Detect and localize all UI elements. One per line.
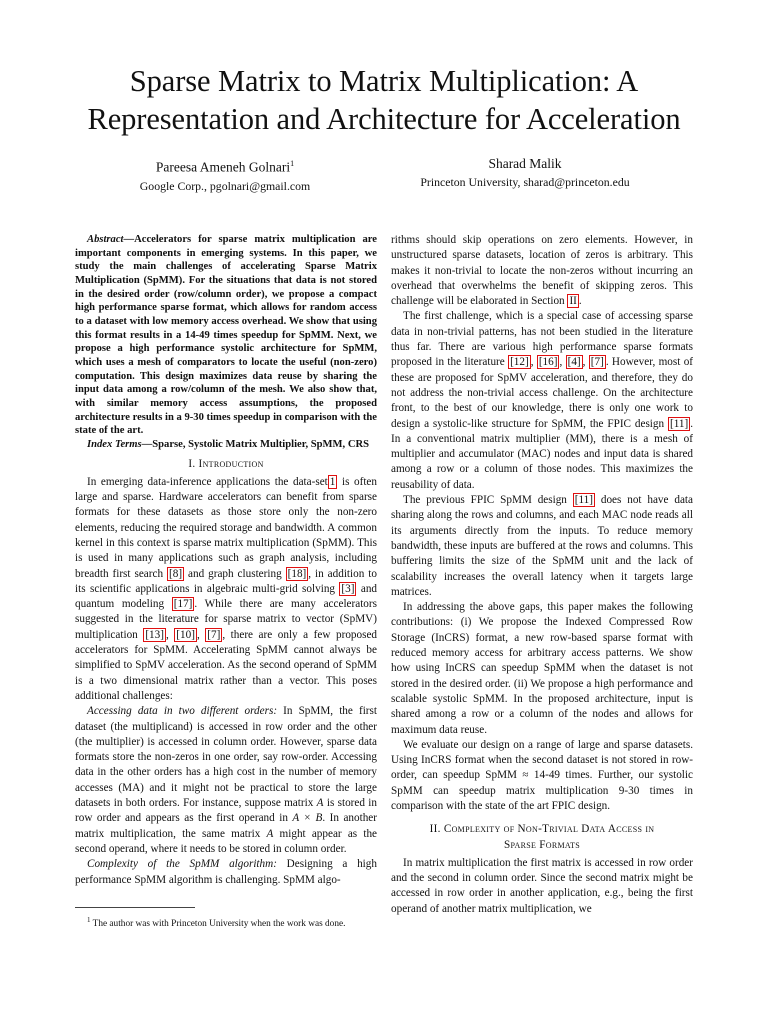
author-block-1	[100, 155, 350, 194]
left-column	[75, 233, 377, 888]
citation-link[interactable]: [16]	[538, 356, 558, 369]
index-terms-text: —Sparse, Systolic Matrix Multiplier, SpMM, CRS	[141, 438, 370, 450]
math-variable: A	[316, 797, 324, 810]
citation-link[interactable]: [12]	[510, 356, 529, 369]
citation-link[interactable]: [8]	[169, 567, 183, 580]
abstract-label: Abstract	[87, 234, 124, 245]
abstract-text: —Accelerators for sparse matrix multiplication are important components in emerging systems. In this paper, we study the main challenges of accelerating Sparse Matrix Multiplication (SpMM). For the situations that data is not stored in the desired order (row/column order), we propose a compact high performance sparse format, which allows for random access to a dataset with low memory access overhead. We show that using this format results in a 14-49 times speedup for SpMM. Next, we propose a high performance systolic architecture for SpMM, which uses a mesh of comparators to locate the useful (non-zero) computation. This design maximizes data reuse by sharing the input data among a row/column of the mesh. We also show that, with similar memory access assumptions, the proposed architecture results in a 9-30 times speedup in comparison with the state of the art.	[75, 234, 377, 437]
intro-paragraph-6: In addressing the above gaps, this paper makes the following contributions: (i) We propose the Indexed Compressed Row Storage (InCRS) format, a new row-based sparse format with reduced memory access for arbitrary access patterns. We show how using InCRS can speedup SpMM when the dataset is not stored in the desired order. (ii) We propose a high performance and scalable systolic SpMM. In the proposed architecture, input is shared among a row or a column of the nodes and allows for maximum data reuse.	[391, 601, 693, 736]
abstract	[75, 233, 377, 438]
intro-paragraph-7: We evaluate our design on a range of large and sparse datasets. Using InCRS format when the second dataset is not stored in row-order, can speedup SpMM ≈ 14-49 times. Further, our systolic SpMM can speedup matrix multiplication 9-30 times in comparison with the state of the art FPIC design.	[391, 738, 693, 812]
citation-link[interactable]: [17]	[173, 598, 193, 611]
intro-paragraph-4: The first challenge, which is a special case of accessing sparse data in non-trivial patterns, has not been studied in the literature thus far. There are various high performance sparse formats proposed in the literature [12] , [16] , [4] , [7] . However, most of these are proposed for SpMV acceleration, and therefore, they do not address the non-trivial access challenge. On the architecture front, to the best of our knowledge, there is only one work to design a systolic-like structure for SpMM, the FPIC design [11] . In a conventional matrix multiplier (MM), there is a mesh of multiplier and accumulator (MAC) nodes and input data is shared among a row or a column of those nodes. This maximizes the reusability of data.	[391, 310, 694, 491]
citation-link[interactable]: [10]	[176, 628, 195, 641]
math-variable: A	[266, 827, 274, 840]
paragraph-title: Complexity of the SpMM algorithm:	[87, 858, 277, 871]
section-reference-link[interactable]: II	[569, 295, 577, 308]
author-footnote-mark: 1	[290, 159, 295, 168]
citation-link[interactable]: [7]	[207, 628, 221, 641]
citation-link[interactable]: [4]	[567, 356, 581, 369]
footnote-mark: 1	[87, 916, 91, 924]
index-terms-label: Index Terms	[87, 438, 142, 450]
citation-link[interactable]: [7]	[590, 356, 604, 369]
citation-link[interactable]: [11]	[669, 417, 689, 430]
paragraph-title: Accessing data in two different orders:	[87, 705, 278, 718]
intro-paragraph-1: In emerging data-inference applications the data-set 1 is often large and sparse. Hardware accelerators can benefit from sparse formats for these datasets as those store only the non-zero elements, reducing the required storage and bandwidth. A common kernel in this context is sparse matrix multiplication (SpMM). This is used in many applications such as graph analysis, including breadth first search [8] and graph clustering [18] , in addition to its scientific applications in algebraic multi-grid solving [3] and quantum modeling [17] . While there are many accelerators suggested in the literature for sparse matrix to vector (SpMV) multiplication [13] , [10] , [7] , there are only a few proposed accelerators for SpMM. Accelerating SpMM cannot always be simplified to SpMV acceleration. As the second operand of SpMM is a two dimensional matrix rather than a vector. This poses additional challenges:	[75, 475, 378, 702]
citation-link[interactable]: [18]	[287, 567, 307, 580]
author-name: Sharad Malik	[488, 156, 562, 171]
paper-title: Sparse Matrix to Matrix Multiplication: A Representation and Architecture for Acceleration	[87, 64, 681, 136]
intro-paragraph-3: Complexity of the SpMM algorithm: Designing a high performance SpMM algorithm is challenging. SpMM algo-	[75, 858, 377, 886]
index-terms	[75, 438, 377, 452]
citation-link[interactable]: [13]	[145, 628, 164, 641]
footnote-divider	[75, 907, 195, 908]
math-expression: A × B	[292, 812, 323, 825]
intro-paragraph-2: Accessing data in two different orders: In SpMM, the first dataset (the multiplicand) is accessed in row order and the other (the multiplier) is accessed in column order. However, sparse data formats store the non-zeros in one order, say row-order. Accessing data in the other orders has a high cost in the number of memory accesses (MA) and it might not be practical to store the large datasets in both orders. For instance, suppose matrix A is stored in row order and appears as the first operand in A × B. In another matrix multiplication, the same matrix A might appear as the second operand, where it needs to be stored in column order.	[75, 705, 377, 855]
footnote	[75, 914, 377, 930]
intro-paragraph-3-cont: rithms should skip operations on zero elements. However, in unstructured sparse datasets, location of zeros is arbitrary. This makes it non-trivial to locate the non-zeros without incurring an overhead that overwhelms the benefit of skipping zeros. This challenge will be elaborated in Section II .	[391, 234, 693, 308]
footnote-link[interactable]: 1	[329, 475, 336, 488]
author-affiliation: Princeton University, sharad@princeton.edu	[420, 175, 630, 189]
right-column	[391, 233, 693, 917]
section-heading-introduction: I. Introduction	[188, 457, 264, 470]
intro-paragraph-5: The previous FPIC SpMM design [11] does not have data sharing along the rows and columns, and each MAC node reads all its arguments directly from the inputs. To reduce memory bandwidth, these inputs are buffered at the rows and columns. This buffering limits the size of the SpMM unit and the lack of scalability increases the overall latency when it targets large matrices.	[391, 494, 693, 598]
author-affiliation: Google Corp., pgolnari@gmail.com	[139, 178, 311, 193]
citation-link[interactable]: [3]	[341, 582, 355, 595]
citation-link[interactable]: [11]	[574, 494, 593, 507]
section2-paragraph-1: In matrix multiplication the first matrix is accessed in row order and the second in column order. Since the second matrix might be accessed in row order in another application, e.g., being the first operand of another matrix multiplication, we	[391, 856, 693, 915]
footnote-text: The author was with Princeton University when the work was done.	[92, 919, 346, 930]
author-block-2	[380, 155, 670, 190]
section-heading-complexity: II. Complexity of Non-Trivial Data Access in Sparse Formats	[429, 823, 655, 851]
author-name: Pareesa Ameneh Golnari$^1$	[155, 159, 295, 175]
